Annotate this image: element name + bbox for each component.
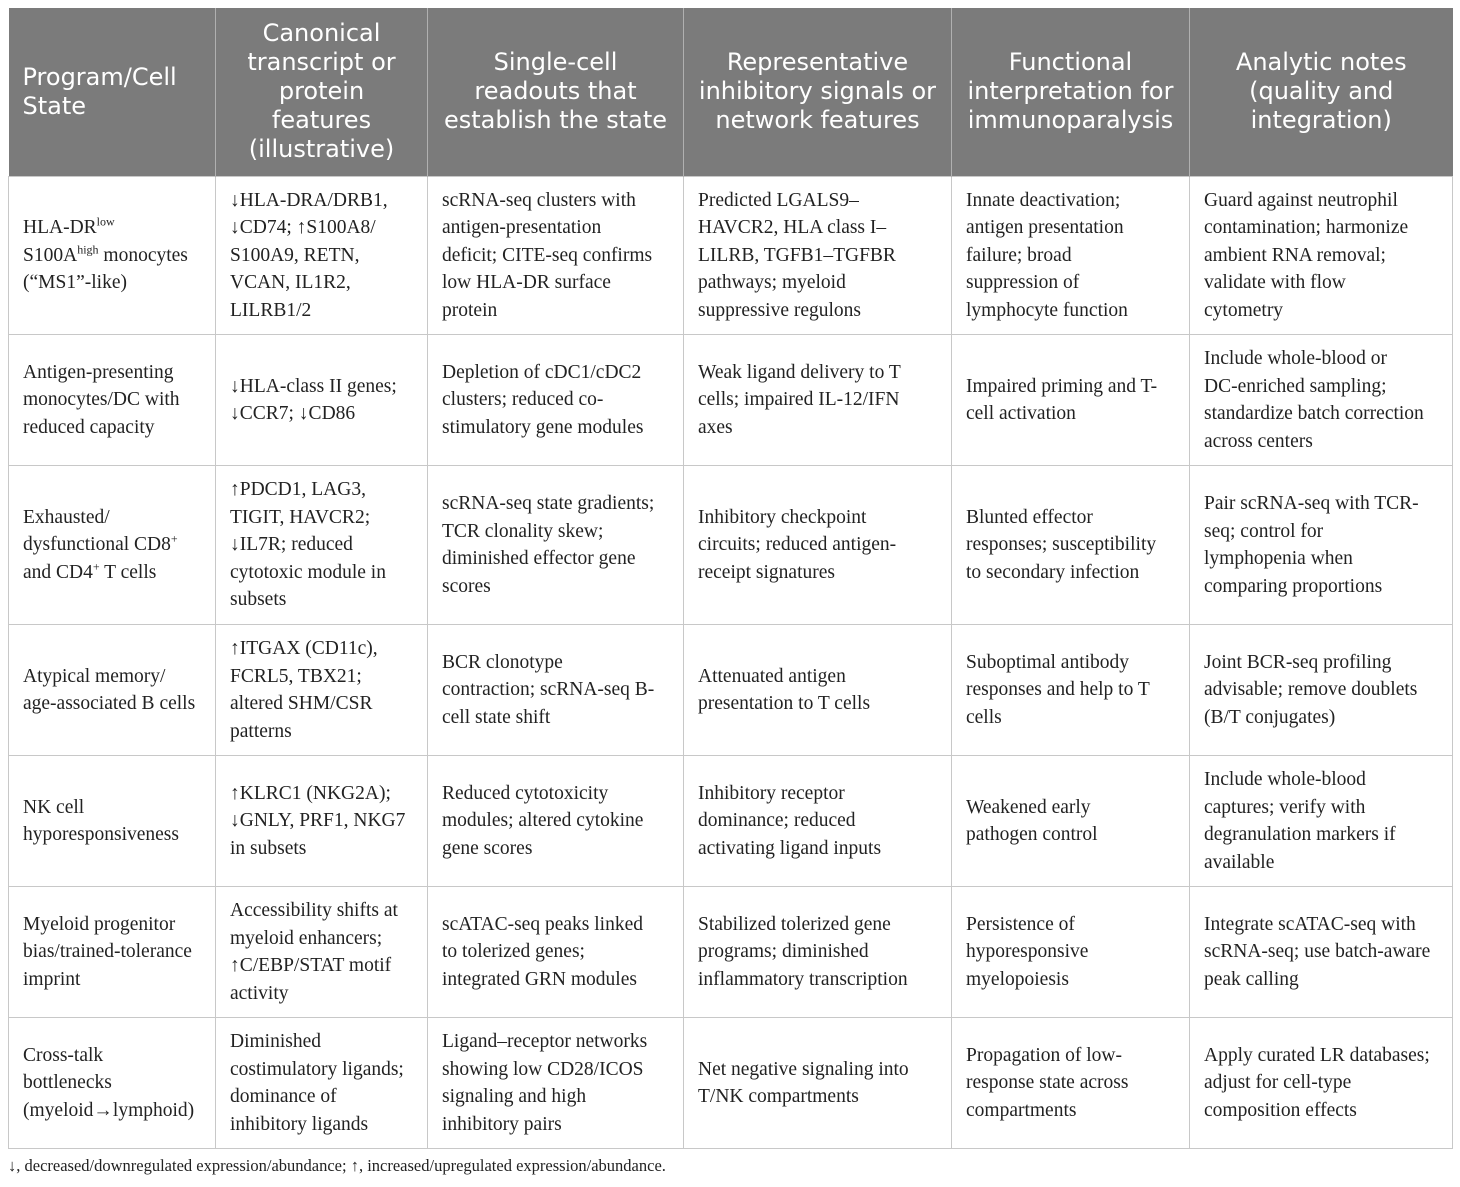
cell-line: immunoparalysis [967, 106, 1174, 135]
cell-inhibitory-signals [684, 176, 952, 335]
cell-line: Single-cell [493, 48, 618, 77]
cell-line: Atypical memory/ [23, 665, 166, 687]
cell-line [23, 504, 201, 532]
cell-canonical-features [216, 887, 428, 1018]
cell-line: (myeloid→lymphoid) [23, 1099, 195, 1121]
cell-line: Include whole-blood or [1204, 348, 1388, 369]
cell-line: ↑PDCD1, LAG3, [230, 479, 366, 501]
cell-line: deficit; CITE-seq confirms [442, 244, 653, 266]
cell-line: myelopoiesis [966, 968, 1069, 990]
cell-line: compartments [966, 1099, 1077, 1121]
cell-program-cell-state [9, 625, 216, 756]
cell-line: VCAN, IL1R2, [230, 272, 351, 293]
cell-functional-interpretation [952, 176, 1190, 335]
cell-line: scRNA-seq state gradients; [442, 493, 655, 514]
cell-inhibitory-signals [684, 756, 952, 887]
cell-inhibitory-signals [684, 625, 952, 756]
cell-line: circuits; reduced antigen- [698, 534, 897, 556]
cell-line: antigen-presentation [442, 217, 602, 238]
cell-line: scATAC-seq peaks linked [442, 913, 643, 935]
cell-line: suppression of [966, 272, 1080, 293]
cell-line: activating ligand inputs [698, 837, 882, 859]
cell-line [23, 531, 201, 559]
cell-line: ↓GNLY, PRF1, NKG7 [230, 810, 406, 832]
cell-canonical-features [216, 335, 428, 466]
cell-line: to tolerized genes; [442, 941, 585, 963]
cell-line: activity [230, 982, 289, 1004]
cell-line: inhibitory ligands [230, 1113, 369, 1135]
cell-line: Inhibitory receptor [698, 782, 845, 804]
cell-line: Program/Cell [22, 62, 177, 91]
cell-line: (illustrative) [248, 135, 395, 164]
cell-single-cell-readouts [428, 176, 684, 335]
text-segment: monocytes [98, 244, 188, 266]
header-row [9, 8, 1453, 176]
superscript: + [170, 531, 178, 546]
cell-line: cell state shift [442, 706, 551, 728]
cell-inhibitory-signals [684, 887, 952, 1018]
cell-line [23, 214, 201, 242]
cell-line: protein [278, 77, 365, 106]
cell-line: Predicted LGALS9– [698, 189, 859, 211]
cell-line: dominance of [230, 1086, 337, 1107]
cell-line: ↓HLA-class II genes; [230, 375, 397, 397]
cell-line: responses; susceptibility [966, 534, 1157, 556]
cell-line: signaling and high [442, 1086, 587, 1107]
cell-line: Joint BCR-seq profiling [1204, 651, 1392, 673]
cell-line: Inhibitory checkpoint [698, 506, 867, 528]
cell-line: clusters; reduced co- [442, 389, 604, 411]
table-row [9, 1018, 1453, 1149]
cell-line: responses and help to T [966, 679, 1150, 701]
cell-line [23, 242, 201, 270]
cell-line: ↓HLA-DRA/DRB1, [230, 189, 388, 211]
cell-single-cell-readouts [428, 887, 684, 1018]
column-header-inhibitory-signals [684, 8, 952, 176]
cell-line: bottlenecks [23, 1072, 112, 1094]
cell-line: Weakened early [966, 796, 1091, 818]
cell-line: diminished effector gene [442, 548, 636, 569]
cell-single-cell-readouts [428, 1018, 684, 1149]
cell-line: Net negative signaling into [698, 1058, 909, 1080]
cell-line: inhibitory signals or [698, 77, 937, 106]
cell-single-cell-readouts [428, 335, 684, 466]
cell-line: readouts that [474, 77, 637, 106]
cell-line: scRNA-seq; use batch-aware [1204, 941, 1431, 963]
cell-line: bias/trained-tolerance [23, 941, 192, 963]
cell-line: pathogen control [966, 824, 1098, 845]
cell-line: contraction; scRNA-seq B- [442, 679, 655, 701]
cell-line: altered SHM/CSR [230, 693, 373, 714]
cell-line: Ligand–receptor networks [442, 1031, 648, 1052]
cell-line: cells; impaired IL-12/IFN [698, 389, 900, 411]
cell-line: Analytic notes [1235, 48, 1407, 77]
column-header-analytic-notes [1190, 8, 1453, 176]
cell-program-cell-state [9, 466, 216, 625]
cell-line: interpretation for [967, 77, 1174, 106]
cell-program-cell-state [9, 1018, 216, 1149]
cell-program-cell-state [9, 887, 216, 1018]
cell-canonical-features [216, 176, 428, 335]
cell-line: patterns [230, 720, 292, 742]
cell-line: (B/T conjugates) [1204, 706, 1336, 728]
cell-inhibitory-signals [684, 466, 952, 625]
cell-canonical-features [216, 625, 428, 756]
cell-line [23, 269, 201, 297]
cell-line: Apply curated LR databases; [1204, 1044, 1430, 1066]
cell-line: seq; control for [1204, 520, 1324, 542]
cell-line: Integrate scATAC-seq with [1204, 913, 1416, 935]
cell-line: Diminished [230, 1031, 321, 1052]
cell-line: contamination; harmonize [1204, 217, 1409, 238]
cell-line: gene scores [442, 837, 533, 859]
cell-line: suppressive regulons [698, 299, 862, 321]
cell-line: Antigen-presenting [23, 361, 174, 383]
table-row [9, 625, 1453, 756]
cell-line: validate with flow [1204, 272, 1346, 293]
cell-line: costimulatory ligands; [230, 1058, 404, 1080]
cell-inhibitory-signals [684, 1018, 952, 1149]
cell-line: Accessibility shifts at [230, 900, 398, 921]
cell-line: degranulation markers if [1204, 824, 1396, 845]
superscript: low [96, 214, 115, 229]
cell-line: scores [442, 575, 491, 597]
cell-line: Depletion of cDC1/cDC2 [442, 361, 642, 383]
cell-line: BCR clonotype [442, 651, 563, 673]
cell-line: peak calling [1204, 968, 1299, 990]
cell-line: Suboptimal antibody [966, 651, 1130, 673]
cell-line [23, 559, 201, 587]
cell-inhibitory-signals [684, 335, 952, 466]
cell-line: FCRL5, TBX21; [230, 665, 362, 687]
immunoparalysis-table [8, 8, 1453, 1149]
cell-analytic-notes [1190, 335, 1453, 466]
cell-line: modules; altered cytokine [442, 810, 644, 832]
cell-line: low HLA-DR surface [442, 272, 611, 293]
cell-functional-interpretation [952, 466, 1190, 625]
cell-line: TIGIT, HAVCR2; [230, 506, 371, 528]
cell-line: Functional [1008, 48, 1133, 77]
cell-line: Impaired priming and T- [966, 375, 1158, 397]
table-row [9, 756, 1453, 887]
superscript: + [92, 559, 100, 574]
table-row [9, 176, 1453, 335]
cell-line: features [271, 106, 372, 135]
cell-line: stimulatory gene modules [442, 416, 644, 438]
cell-line: TCR clonality skew; [442, 520, 604, 542]
text-segment: HLA-DR [23, 217, 97, 238]
cell-line: cytometry [1204, 299, 1284, 321]
cell-line: inflammatory transcription [698, 968, 908, 990]
cell-line: S100A9, RETN, [230, 244, 360, 266]
cell-functional-interpretation [952, 887, 1190, 1018]
cell-line: network features [715, 106, 920, 135]
cell-line: ambient RNA removal; [1204, 244, 1386, 266]
cell-line: Propagation of low- [966, 1044, 1122, 1066]
cell-line: standardize batch correction [1204, 403, 1424, 424]
cell-line: available [1204, 851, 1275, 873]
cell-line: subsets [230, 589, 287, 611]
cell-line: advisable; remove doublets [1204, 679, 1418, 701]
cell-line: failure; broad [966, 244, 1072, 266]
table-body [9, 176, 1453, 1149]
cell-line: dominance; reduced [698, 810, 856, 832]
table-container [8, 8, 1452, 1149]
cell-line: Innate deactivation; [966, 189, 1121, 211]
cell-line: cells [966, 706, 1002, 728]
text-segment: dysfunctional CD8 [23, 534, 171, 556]
cell-line: myeloid enhancers; [230, 927, 383, 949]
cell-line: age-associated B cells [23, 693, 196, 714]
cell-line: showing low CD28/ICOS [442, 1058, 644, 1080]
column-header-canonical-features [216, 8, 428, 176]
superscript: high [77, 242, 99, 256]
cell-line: programs; diminished [698, 941, 869, 963]
cell-line: scRNA-seq clusters with [442, 189, 636, 211]
cell-line: inhibitory pairs [442, 1113, 562, 1135]
cell-canonical-features [216, 466, 428, 625]
cell-line: in subsets [230, 837, 307, 859]
cell-program-cell-state [9, 756, 216, 887]
cell-line: lymphopenia when [1204, 548, 1353, 569]
text-segment: (“MS1”-like) [23, 272, 127, 293]
cell-line: Representative [726, 48, 909, 77]
cell-line: Pair scRNA-seq with TCR- [1204, 493, 1419, 514]
cell-line: integrated GRN modules [442, 968, 637, 990]
cell-line: presentation to T cells [698, 693, 871, 714]
table-row [9, 887, 1453, 1018]
cell-line: cell activation [966, 403, 1076, 424]
cell-line: hyporesponsiveness [23, 824, 179, 845]
cell-line: ↓CCR7; ↓CD86 [230, 403, 356, 424]
cell-line: Guard against neutrophil [1204, 189, 1398, 211]
cell-functional-interpretation [952, 335, 1190, 466]
cell-line: across centers [1204, 430, 1313, 452]
cell-analytic-notes [1190, 1018, 1453, 1149]
cell-line: Cross-talk [23, 1044, 104, 1066]
cell-analytic-notes [1190, 176, 1453, 335]
cell-canonical-features [216, 756, 428, 887]
cell-line: Persistence of [966, 913, 1075, 935]
cell-analytic-notes [1190, 466, 1453, 625]
cell-line: lymphocyte function [966, 299, 1128, 321]
cell-functional-interpretation [952, 756, 1190, 887]
cell-line: axes [698, 416, 733, 438]
cell-line: Attenuated antigen [698, 665, 846, 687]
cell-line: monocytes/DC with [23, 389, 180, 411]
cell-line: DC-enriched sampling; [1204, 375, 1387, 397]
cell-line: ↑ITGAX (CD11c), [230, 638, 378, 659]
cell-line: establish the state [443, 106, 668, 135]
cell-line: Include whole-blood [1204, 769, 1366, 790]
cell-line: NK cell [23, 796, 85, 818]
cell-analytic-notes [1190, 756, 1453, 887]
cell-single-cell-readouts [428, 466, 684, 625]
column-header-functional-interpretation [952, 8, 1190, 176]
cell-analytic-notes [1190, 625, 1453, 756]
cell-line: adjust for cell-type [1204, 1072, 1352, 1094]
cell-line: T/NK compartments [698, 1086, 859, 1107]
text-segment: S100A [23, 244, 78, 266]
cell-program-cell-state [9, 335, 216, 466]
cell-program-cell-state [9, 176, 216, 335]
table-row [9, 335, 1453, 466]
text-segment: and CD4 [23, 561, 93, 583]
column-header-program-cell-state [9, 8, 216, 176]
cell-line: HAVCR2, HLA class I– [698, 217, 887, 238]
cell-canonical-features [216, 1018, 428, 1149]
cell-single-cell-readouts [428, 756, 684, 887]
cell-line: transcript or [247, 48, 396, 77]
cell-line: hyporesponsive [966, 941, 1089, 963]
text-segment: T cells [99, 561, 157, 583]
table-footnote: ↓, decreased/downregulated expression/abundance; ↑, increased/upregulated expression/abundance. [8, 1156, 666, 1175]
cell-line: Reduced cytotoxicity [442, 782, 609, 804]
cell-line: Canonical [262, 19, 381, 48]
cell-line: protein [442, 299, 498, 321]
cell-line: State [22, 91, 87, 120]
cell-line: ↑C/EBP/STAT motif [230, 955, 392, 976]
cell-functional-interpretation [952, 1018, 1190, 1149]
cell-line: Weak ligand delivery to T [698, 361, 901, 383]
cell-line: to secondary infection [966, 561, 1140, 583]
cell-line: cytotoxic module in [230, 561, 386, 583]
cell-line: ↓IL7R; reduced [230, 534, 353, 556]
cell-line: composition effects [1204, 1099, 1357, 1121]
table-row [9, 466, 1453, 625]
cell-line: receipt signatures [698, 561, 835, 583]
cell-line: Blunted effector [966, 506, 1093, 528]
cell-line: (quality and [1249, 77, 1394, 106]
cell-line: comparing proportions [1204, 575, 1383, 597]
column-header-single-cell-readouts [428, 8, 684, 176]
cell-line: Myeloid progenitor [23, 913, 176, 935]
cell-line: LILRB, TGFB1–TGFBR [698, 244, 896, 266]
cell-line: reduced capacity [23, 416, 155, 438]
table-header [9, 8, 1453, 176]
text-segment: Exhausted/ [23, 506, 110, 528]
cell-line: integration) [1250, 106, 1392, 135]
cell-line: ↑KLRC1 (NKG2A); [230, 782, 391, 804]
cell-functional-interpretation [952, 625, 1190, 756]
cell-line: ↓CD74; ↑S100A8/ [230, 217, 376, 238]
cell-line: Stabilized tolerized gene [698, 913, 891, 935]
cell-line: pathways; myeloid [698, 272, 846, 293]
cell-line: captures; verify with [1204, 796, 1366, 818]
cell-line: LILRB1/2 [230, 299, 312, 321]
cell-analytic-notes [1190, 887, 1453, 1018]
cell-line: response state across [966, 1072, 1129, 1094]
cell-line: imprint [23, 968, 81, 990]
cell-line: antigen presentation [966, 217, 1124, 238]
cell-single-cell-readouts [428, 625, 684, 756]
